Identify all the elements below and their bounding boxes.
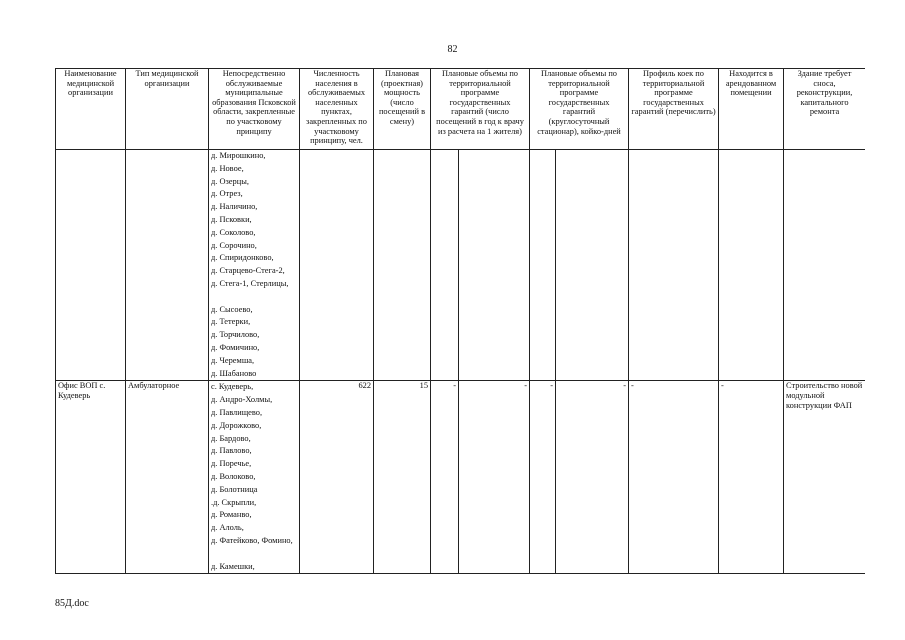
medical-organizations-table: [55, 68, 865, 574]
settlement-item: д. Фомичино,: [211, 342, 260, 352]
settlement-item: д. Новое,: [211, 163, 244, 173]
cell-beds-b: [556, 150, 629, 381]
cell-visits-a: [431, 150, 459, 381]
header-org-type: Тип медицинской организации: [126, 69, 209, 150]
cell-beds-a: [530, 150, 556, 381]
settlement-item: д. Павлово,: [211, 446, 252, 456]
header-org-name: Наименование медицинской организации: [56, 69, 126, 150]
settlement-item: д. Камешки,: [211, 561, 255, 571]
settlement-item: д. Романво,: [211, 510, 252, 520]
header-bed-days-volume: Плановые объемы по территориальной программе государственных гарантий (круглосуточный стационар), койко-дней: [530, 69, 629, 150]
cell-beds-a: -: [530, 381, 556, 574]
cell-rented: [719, 150, 784, 381]
settlement-item: д. Фатейково, Фомино,: [211, 535, 293, 545]
cell-org-type: [126, 150, 209, 381]
settlement-item: д. Тетерки,: [211, 317, 251, 327]
cell-visits-b: -: [459, 381, 530, 574]
header-municipalities: Непосредственно обслуживаемые муниципальные образования Псковской области, закрепленные по участковому принципу: [209, 69, 300, 150]
cell-org-name: Офис ВОП с. Кудеверь: [56, 381, 126, 574]
cell-capacity: 15: [374, 381, 431, 574]
header-rented: Находится в арендованном помещении: [719, 69, 784, 150]
settlement-item: .д. Скрыпли,: [211, 497, 257, 507]
cell-population: [300, 150, 374, 381]
cell-capacity: [374, 150, 431, 381]
header-capacity: Плановая (проектная) мощность (число посещений в смену): [374, 69, 431, 150]
settlement-item: д. Бардово,: [211, 433, 251, 443]
settlement-item: д. Черемша,: [211, 355, 255, 365]
settlement-list: [211, 150, 297, 380]
settlement-item: д. Торчилово,: [211, 330, 260, 340]
cell-visits-a: -: [431, 381, 459, 574]
document-filename: 85Д.doc: [55, 598, 89, 609]
settlement-item: д. Андро-Холмы,: [211, 395, 273, 405]
settlement-item: с. Кудеверь,: [211, 382, 254, 392]
settlement-item: д. Псковки,: [211, 214, 252, 224]
cell-rented: -: [719, 381, 784, 574]
table-row: [56, 381, 866, 574]
cell-org-type: Амбулаторное: [126, 381, 209, 574]
settlement-item: д. Отрез,: [211, 189, 243, 199]
settlement-item: д. Наличино,: [211, 202, 258, 212]
cell-bed-profile: -: [629, 381, 719, 574]
header-bed-profile: Профиль коек по территориальной программе государственных гарантий (перечислить): [629, 69, 719, 150]
settlement-item: д. Волоково,: [211, 471, 256, 481]
table-row: [56, 150, 866, 381]
settlement-item: д. Сысоево,: [211, 304, 253, 314]
cell-bed-profile: [629, 150, 719, 381]
settlement-item: д. Спиридонково,: [211, 253, 274, 263]
settlement-item: д. Шабаново: [211, 368, 257, 378]
settlement-item: д. Поречье,: [211, 459, 252, 469]
cell-org-name: [56, 150, 126, 381]
cell-visits-b: [459, 150, 530, 381]
settlement-list: [211, 381, 297, 573]
cell-beds-b: -: [556, 381, 629, 574]
settlement-item: д. Болотница: [211, 484, 258, 494]
settlement-item: д. Стега-1, Стерлицы,: [211, 278, 289, 288]
header-row: [56, 69, 866, 150]
settlement-item: д. Мирошкино,: [211, 151, 266, 160]
settlement-item: д. Соколово,: [211, 227, 256, 237]
settlement-item: д. Алоль,: [211, 523, 244, 533]
cell-building-state: [784, 150, 865, 381]
cell-building-state: Строительство новой модульной конструкции ФАП: [784, 381, 865, 574]
header-building-state: Здание требует сноса, реконструкции, капитального ремонта: [784, 69, 865, 150]
page-number: 82: [447, 44, 458, 55]
cell-municipalities: [209, 381, 300, 574]
settlement-item: д. Озерцы,: [211, 176, 249, 186]
settlement-item: д. Павлищево,: [211, 407, 263, 417]
header-population: Численность населения в обслуживаемых населенных пунктах, закрепленных по участковому принципу, чел.: [300, 69, 374, 150]
cell-population: 622: [300, 381, 374, 574]
settlement-item: д. Сорочино,: [211, 240, 257, 250]
header-visits-volume: Плановые объемы по территориальной программе государственных гарантий (число посещений в год к врачу из расчета на 1 жителя): [431, 69, 530, 150]
cell-municipalities: [209, 150, 300, 381]
medical-organizations-table-wrap: [55, 68, 865, 580]
settlement-item: д. Дорожково,: [211, 420, 262, 430]
settlement-item: д. Старцево-Стега-2,: [211, 266, 285, 276]
